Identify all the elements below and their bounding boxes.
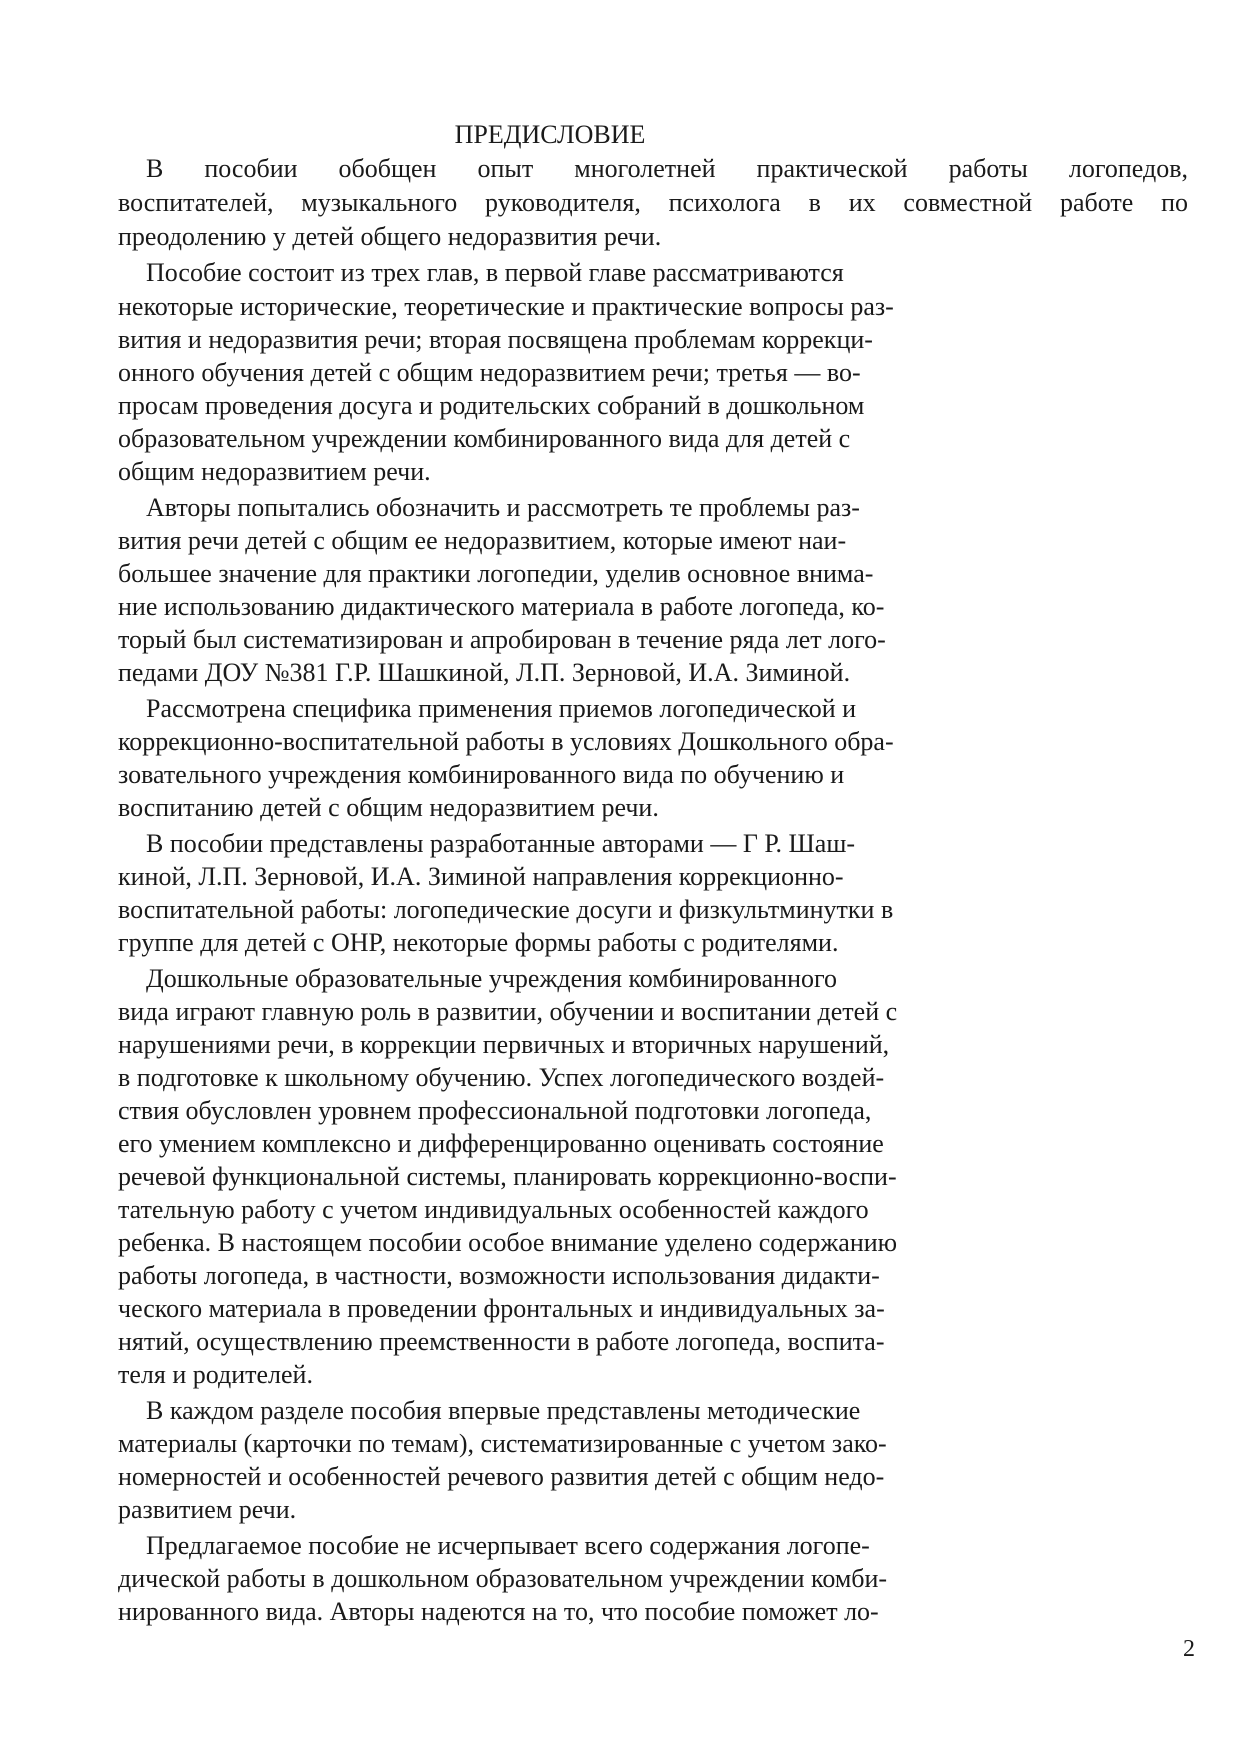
text-line: нированного вида. Авторы надеются на то, что пособие поможет ло- <box>118 1597 879 1626</box>
text-line: Пособие состоит из трех глав, в первой главе рассматриваются <box>146 258 844 287</box>
text-line: теля и родителей. <box>118 1360 313 1389</box>
text-line: вида играют главную роль в развитии, обучении и воспитании детей с <box>118 997 898 1026</box>
text-line: ние использованию дидактического материала в работе логопеда, ко- <box>118 592 885 621</box>
text-line: материалы (карточки по темам), систематизированные с учетом зако- <box>118 1429 887 1458</box>
text-line: Дошкольные образовательные учреждения комбинированного <box>146 964 838 993</box>
text-line: тательную работу с учетом индивидуальных особенностей каждого <box>118 1195 869 1224</box>
text-line: речевой функциональной системы, планировать коррекционно-воспи- <box>118 1162 897 1191</box>
page-title: ПРЕДИСЛОВИЕ <box>454 120 646 149</box>
text-line: преодолению у детей общего недоразвития речи. <box>118 222 662 251</box>
text-line: Предлагаемое пособие не исчерпывает всего содержания логопе- <box>146 1531 870 1560</box>
text-line: образовательном учреждении комбинированного вида для детей с <box>118 424 851 453</box>
text-line: некоторые исторические, теоретические и практические вопросы раз- <box>118 292 894 321</box>
text-line: В пособии представлены разработанные авторами — Г Р. Шаш- <box>146 829 856 858</box>
text-line: общим недоразвитием речи. <box>118 457 431 486</box>
text-line: его умением комплексно и дифференцированно оценивать состояние <box>118 1129 884 1158</box>
text-line: В каждом разделе пособия впервые представлены методические <box>146 1396 861 1425</box>
text-line: работы логопеда, в частности, возможности использования дидакти- <box>118 1261 880 1290</box>
text-line: дической работы в дошкольном образовательном учреждении комби- <box>118 1564 888 1593</box>
text-line: вития речи детей с общим ее недоразвитием, которые имеют наи- <box>118 526 847 555</box>
text-line: в подготовке к школьному обучению. Успех логопедического воздей- <box>118 1063 885 1092</box>
text-line: вития и недоразвития речи; вторая посвящена проблемам коррекци- <box>118 325 873 354</box>
text-line: онного обучения детей с общим недоразвитием речи; третья — во- <box>118 358 861 387</box>
text-line: ствия обусловлен уровнем профессиональной подготовки логопеда, <box>118 1096 872 1125</box>
text-line: педами ДОУ №381 Г.Р. Шашкиной, Л.П. Зерновой, И.А. Зиминой. <box>118 658 851 687</box>
text-line: коррекционно-воспитательной работы в условиях Дошкольного обра- <box>118 727 894 756</box>
page-number: 2 <box>1183 1636 1195 1662</box>
text-line: воспитанию детей с общим недоразвитием речи. <box>118 793 659 822</box>
text-line: воспитательной работы: логопедические досуги и физкультминутки в <box>118 895 894 924</box>
text-line: киной, Л.П. Зерновой, И.А. Зиминой направления коррекционно- <box>118 862 844 891</box>
text-line: ребенка. В настоящем пособии особое внимание уделено содержанию <box>118 1228 898 1257</box>
text-line: зовательного учреждения комбинированного вида по обучению и <box>118 760 845 789</box>
text-line: В пособии обобщен опыт многолетней практической работы логопедов, <box>146 154 1188 183</box>
text-line: Рассмотрена специфика применения приемов логопедической и <box>146 694 857 723</box>
text-line: воспитателей, музыкального руководителя, психолога в их совместной работе по <box>118 188 1188 217</box>
text-line: нятий, осуществлению преемственности в работе логопеда, воспита- <box>118 1327 885 1356</box>
text-line: ческого материала в проведении фронтальных и индивидуальных за- <box>118 1294 885 1323</box>
text-line: торый был систематизирован и апробирован в течение ряда лет лого- <box>118 625 886 654</box>
text-line: номерностей и особенностей речевого развития детей с общим недо- <box>118 1462 885 1491</box>
text-line: группе для детей с ОНР, некоторые формы работы с родителями. <box>118 928 839 957</box>
text-line: большее значение для практики логопедии, уделив основное внима- <box>118 559 874 588</box>
text-line: просам проведения досуга и родительских собраний в дошкольном <box>118 391 865 420</box>
text-line: нарушениями речи, в коррекции первичных и вторичных нарушений, <box>118 1030 890 1059</box>
text-line: Авторы попытались обозначить и рассмотреть те проблемы раз- <box>146 493 860 522</box>
text-line: развитием речи. <box>118 1495 297 1524</box>
